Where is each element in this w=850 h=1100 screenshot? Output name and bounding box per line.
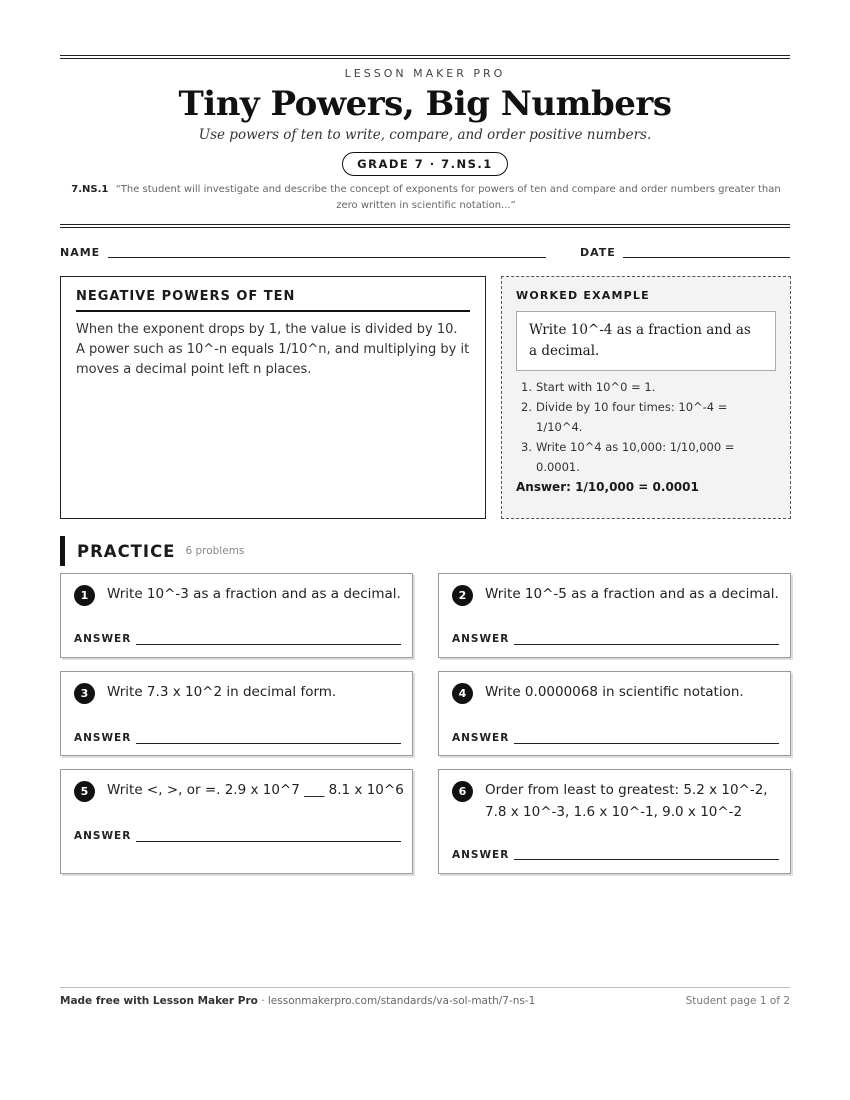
answer-field[interactable] — [514, 859, 779, 860]
answer-label: ANSWER — [452, 633, 510, 645]
problem-prompt: Order from least to greatest: 5.2 x 10^-2, 7.8 x 10^-3, 1.6 x 10^-1, 9.0 x 10^-2 — [485, 782, 768, 820]
worked-example-steps — [516, 377, 776, 477]
worked-step — [516, 397, 776, 437]
worked-example-box — [501, 276, 791, 519]
concept-box — [60, 276, 486, 519]
answer-field[interactable] — [136, 743, 401, 744]
date-field[interactable] — [623, 257, 790, 258]
answer-label: ANSWER — [452, 849, 510, 861]
brand-name: LESSON MAKER PRO — [344, 67, 506, 80]
answer-label: ANSWER — [74, 830, 132, 842]
problem-card-2 — [438, 573, 791, 658]
standard-description — [70, 182, 782, 214]
standard-text: “The student will investigate and describe the concept of exponents for powers of ten and compare and order numbers greater than zero written in scientific notation...” — [115, 184, 781, 211]
name-field[interactable] — [108, 257, 546, 258]
answer-label: ANSWER — [74, 633, 132, 645]
footer-separator: · — [257, 995, 268, 1007]
problem-number-badge: 2 — [452, 585, 473, 606]
header-top-rule — [60, 55, 790, 56]
problem-number-badge: 3 — [74, 683, 95, 704]
problem-prompt: Write <, >, or =. 2.9 x 10^7 ___ 8.1 x 10^6 — [107, 782, 404, 798]
concept-body: When the exponent drops by 1, the value is divided by 10. A power such as 10^-n equals 1/10^n, and multiplying by it moves a decimal point left n places. — [76, 322, 470, 377]
step-text: Divide by 10 four times: 10^-4 = 1/10^4. — [536, 400, 728, 434]
footer-credit — [60, 995, 535, 1007]
problem-prompt: Write 10^-3 as a fraction and as a decimal. — [107, 586, 401, 602]
practice-count: 6 problems — [185, 545, 245, 557]
worked-step — [516, 377, 776, 397]
practice-title: PRACTICE — [77, 541, 176, 561]
concept-heading: NEGATIVE POWERS OF TEN — [76, 289, 470, 312]
practice-header — [60, 536, 244, 566]
problem-number-badge: 5 — [74, 781, 95, 802]
footer-url[interactable]: lessonmakerpro.com/standards/va-sol-math/7-ns-1 — [267, 995, 536, 1007]
problem-card-1 — [60, 573, 413, 658]
problem-prompt: Write 0.0000068 in scientific notation. — [485, 684, 744, 700]
answer-label: ANSWER — [74, 732, 132, 744]
header-bottom-rule-2 — [60, 227, 790, 228]
standard-code: 7.NS.1 — [71, 184, 109, 195]
date-label: DATE — [580, 246, 616, 259]
answer-field[interactable] — [136, 841, 401, 842]
header-bottom-rule — [60, 224, 790, 225]
problem-card-3 — [60, 671, 413, 756]
answer-field[interactable] — [136, 644, 401, 645]
footer-rule — [60, 987, 790, 988]
problem-card-4 — [438, 671, 791, 756]
worked-example-question: Write 10^-4 as a fraction and as a decimal. — [516, 311, 776, 371]
worked-example-answer: Answer: 1/10,000 = 0.0001 — [516, 480, 699, 494]
grade-badge-wrap — [0, 152, 850, 176]
step-number: 3. — [521, 440, 532, 454]
problem-card-6 — [438, 769, 791, 874]
step-text: Write 10^4 as 10,000: 1/10,000 = 0.0001. — [536, 440, 735, 474]
footer-page-number: Student page 1 of 2 — [685, 995, 790, 1007]
header-top-rule-2 — [60, 58, 790, 59]
problem-number-badge: 4 — [452, 683, 473, 704]
footer-made-with: Made free with Lesson Maker Pro — [60, 995, 258, 1007]
problem-prompt: Write 7.3 x 10^2 in decimal form. — [107, 684, 337, 700]
step-number: 1. — [521, 380, 532, 394]
step-number: 2. — [521, 400, 532, 414]
grade-badge: GRADE 7 · 7.NS.1 — [342, 152, 508, 176]
problem-number-badge: 6 — [452, 781, 473, 802]
answer-label: ANSWER — [452, 732, 510, 744]
answer-field[interactable] — [514, 644, 779, 645]
worked-step — [516, 437, 776, 477]
problem-card-5 — [60, 769, 413, 874]
worked-example-heading: WORKED EXAMPLE — [516, 289, 650, 302]
answer-field[interactable] — [514, 743, 779, 744]
problem-number-badge: 1 — [74, 585, 95, 606]
page-subtitle: Use powers of ten to write, compare, and order positive numbers. — [198, 127, 652, 143]
problem-prompt: Write 10^-5 as a fraction and as a decimal. — [485, 586, 779, 602]
step-text: Start with 10^0 = 1. — [536, 380, 656, 394]
name-label: NAME — [60, 246, 101, 259]
page-title: Tiny Powers, Big Numbers — [178, 84, 672, 124]
